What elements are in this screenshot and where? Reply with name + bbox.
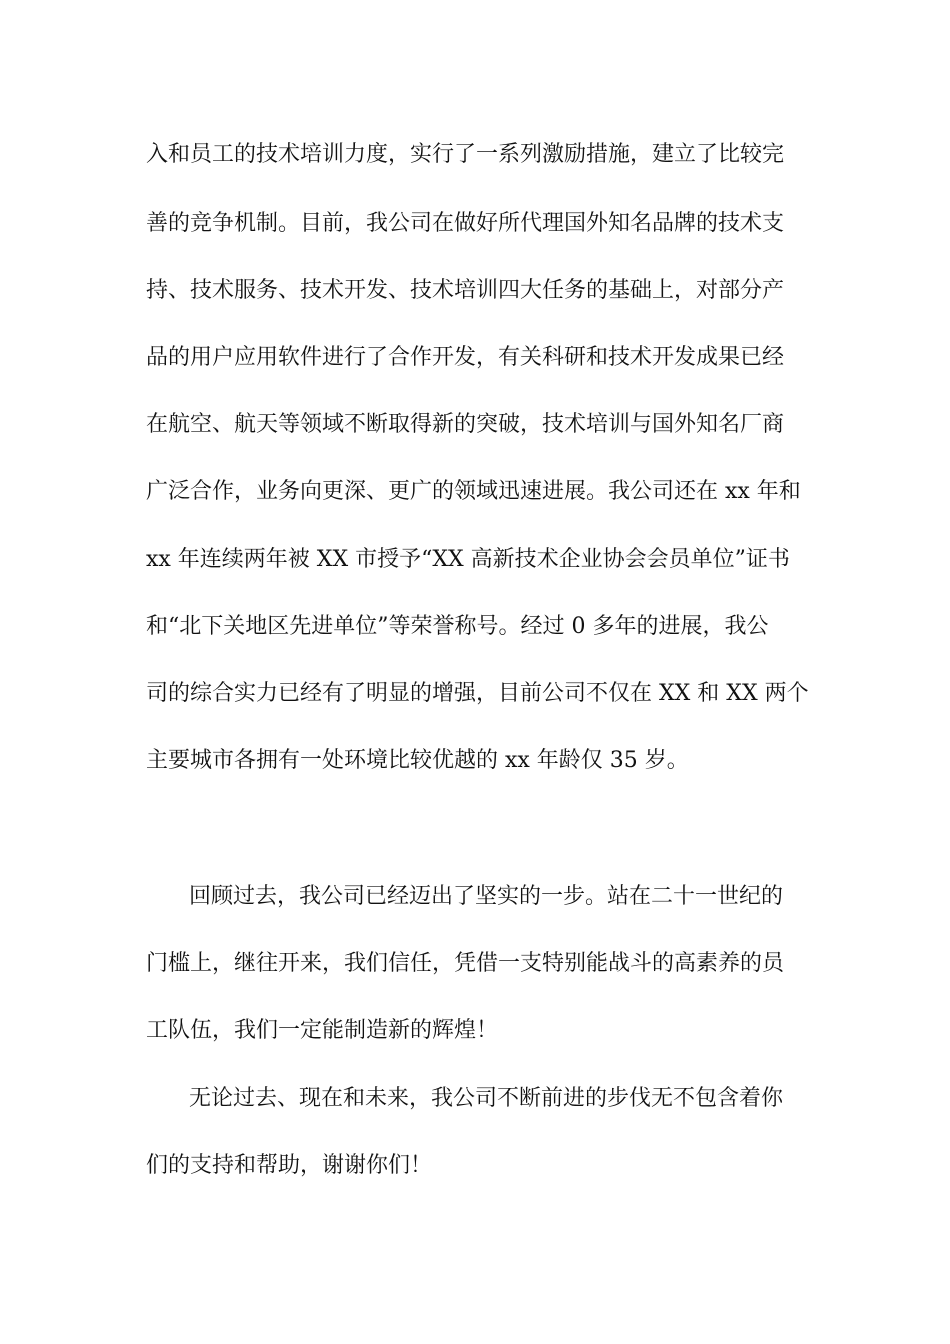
text-line-8: 和“北下关地区先进单位”等荣誉称号。经过 0 多年的进展，我公 (146, 614, 769, 639)
text-line-6: 广泛合作，业务向更深、更广的领域迅速进展。我公司还在 xx 年和 (146, 479, 801, 504)
text-line-9: 司的综合实力已经有了明显的增强，目前公司不仅在 XX 和 XX 两个 (146, 681, 809, 706)
text-line-5: 在航空、航天等领域不断取得新的突破，技术培训与国外知名厂商 (146, 412, 785, 437)
paragraph-3-line-2: 们的支持和帮助，谢谢你们！ (146, 1153, 433, 1178)
text-line-1: 入和员工的技术培训力度，实行了一系列激励措施，建立了比较完 (146, 142, 785, 167)
paragraph-2-line-3: 工队伍，我们一定能制造新的辉煌！ (146, 1018, 499, 1043)
text-line-2: 善的竞争机制。目前，我公司在做好所代理国外知名品牌的技术支 (146, 211, 785, 236)
text-line-7: xx 年连续两年被 XX 市授予“XX 高新技术企业协会会员单位”证书 (146, 547, 790, 572)
paragraph-2-line-1: 回顾过去，我公司已经迈出了坚实的一步。站在二十一世纪的 (189, 884, 784, 909)
text-line-10: 主要城市各拥有一处环境比较优越的 xx 年龄仅 35 岁。 (146, 748, 689, 773)
paragraph-3-line-1: 无论过去、现在和未来，我公司不断前进的步伐无不包含着你 (189, 1086, 784, 1111)
text-line-4: 品的用户应用软件进行了合作开发，有关科研和技术开发成果已经 (146, 345, 785, 370)
text-line-3: 持、技术服务、技术开发、技术培训四大任务的基础上，对部分产 (146, 278, 785, 303)
paragraph-2-line-2: 门槛上，继往开来，我们信任，凭借一支特别能战斗的高素养的员 (146, 951, 785, 976)
